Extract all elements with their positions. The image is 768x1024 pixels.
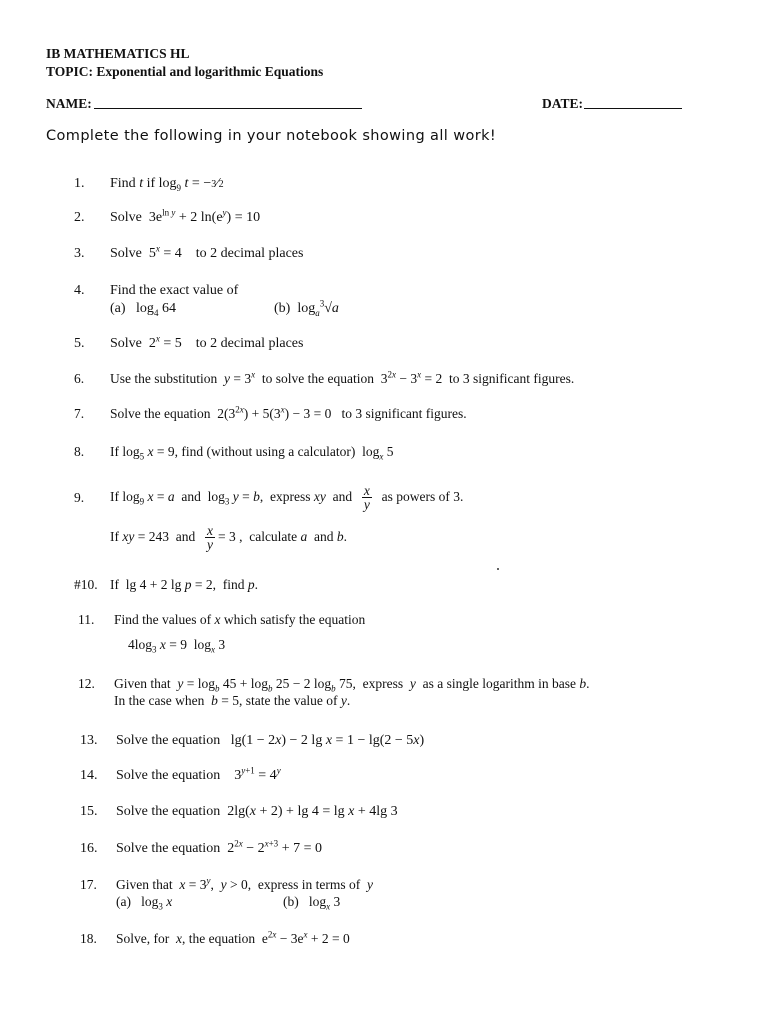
question-text: Given that $x = 3^y$, y > 0, express in terms of y — [116, 875, 373, 892]
question-number: 17. — [80, 877, 97, 892]
question-number: 14. — [80, 768, 98, 783]
question-number: 13. — [80, 733, 98, 748]
question-number: 16. — [80, 841, 98, 856]
name-blank-line — [94, 108, 362, 109]
topic-title: TOPIC: Exponential and logarithmic Equations — [46, 64, 324, 79]
date-blank-line — [584, 108, 682, 109]
question-part-a: (a) $\log_4 64$ — [110, 301, 176, 318]
question-text-part-2: In the case when b = 5, state the value of y. — [114, 693, 351, 708]
question-text: Solve $5^x = 4$ to 2 decimal places — [110, 243, 304, 261]
course-title: IB MATHEMATICS HL — [46, 46, 190, 61]
question-number: 1. — [74, 176, 85, 191]
question-text: Solve $3e^{ln y} + 2$ $\ln(e^y) = 10$ — [110, 207, 261, 225]
question-text: Find the exact value of — [110, 283, 239, 298]
question-number: 15. — [80, 804, 98, 819]
question-text: Solve the equation $3^{y+1} = 4^y$ — [116, 765, 281, 783]
question-number: 2. — [74, 210, 85, 225]
question-part-b: (b) $\log_a^3√a$ — [274, 298, 339, 318]
question-number: 8. — [74, 444, 85, 459]
question-text: Solve the equation lg(1 − 2x) − 2 lg x = 1 − lg(2 − 5x) — [116, 733, 425, 748]
date-label: DATE: — [542, 96, 584, 111]
question-text: Solve the equation $2(3^{2x}) + 5(3^x) - 3 = 0$ to 3 significant figures. — [110, 404, 467, 421]
question-part-a: (a) $\log_3 x$ — [116, 894, 173, 912]
question-text: Solve the equation 2lg(x + 2) + lg 4 = lg x + 4lg 3 — [116, 804, 398, 819]
question-number: 7. — [74, 406, 85, 421]
name-label: NAME: — [46, 96, 92, 111]
question-number: 11. — [78, 612, 95, 627]
instruction-text: Complete the following in your notebook showing all work! — [46, 128, 497, 144]
question-number: 18. — [80, 931, 97, 946]
question-text: Find the values of x which satisfy the equation — [114, 612, 366, 627]
question-text: Given that $y = \log_b 45 + \log_b 25 - 2$ $\log_b 75$, express y as a single logarithm in base b. — [114, 676, 590, 694]
question-text: If $\log_5 x = 9$, find (without using a calculator) $\log_x 5$ — [110, 444, 394, 462]
question-text: Find t if $\log_9 t$ = −3⁄2 — [110, 176, 224, 193]
question-text: If lg 4 + 2 lg p = 2, find p. — [110, 577, 258, 592]
question-number: 9. — [74, 490, 85, 505]
question-text: If $\log_9 x = a$ and $\log_3 y = b$, express xy and $\frac{x}{y}$ as powers of 3. — [110, 483, 464, 513]
question-number: 5. — [74, 336, 85, 351]
question-text-part-2: If xy = 243 and $\frac{x}{y}$ = 3 , calculate a and b. — [110, 523, 348, 553]
question-text: Solve the equation $2^{2x} - 2^{x+3} + 7 = 0$ — [116, 838, 322, 856]
stray-dot — [497, 568, 499, 570]
question-equation: $4\log_3$ x = 9 $\log_x 3$ — [128, 637, 226, 655]
question-number: 6. — [74, 371, 85, 386]
question-text: Solve, for x, the equation $e^{2x} - 3e^x + 2 = 0$ — [116, 929, 350, 946]
question-text: Solve $2^x = 5$ to 2 decimal places — [110, 333, 304, 351]
question-number: #10. — [74, 577, 98, 592]
question-number: 12. — [78, 676, 95, 691]
question-part-b: (b) $\log_x 3$ — [283, 894, 341, 912]
question-number: 4. — [74, 283, 85, 298]
question-text: Use the substitution $y = 3^x$ to solve the equation $3^{2x} - 3^x = 2$ to 3 significant figures. — [110, 369, 575, 386]
question-number: 3. — [74, 246, 85, 261]
